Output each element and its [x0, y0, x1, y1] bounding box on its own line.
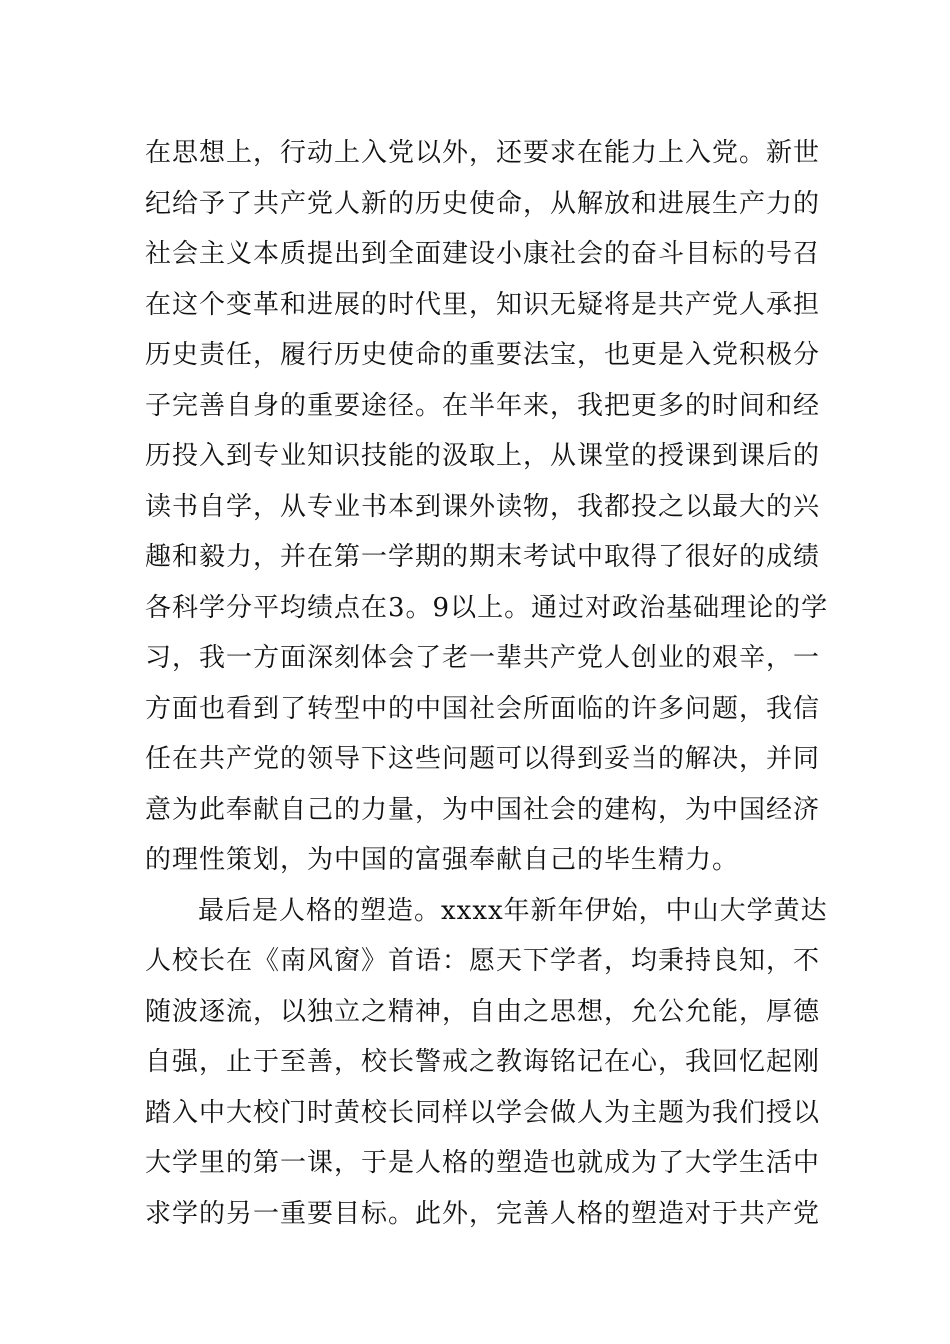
paragraph-end-line: 的理性策划，为中国的富强奉献自己的毕生精力。 — [145, 845, 740, 875]
text-line: 随波逐流，以独立之精神，自由之思想，允公允能，厚德 — [145, 996, 821, 1027]
text-line: 大学里的第一课，于是人格的塑造也就成为了大学生活中 — [145, 1148, 821, 1178]
text-line: 习，我一方面深刻体会了老一辈共产党人创业的艰辛，一 — [145, 643, 821, 673]
paragraph-start-line: 最后是人格的塑造。xxxx年新年伊始，中山大学黄达 — [198, 895, 828, 926]
text-line: 自强，止于至善，校长警戒之教诲铭记在心，我回忆起刚 — [145, 1047, 821, 1077]
text-line: 趣和毅力，并在第一学期的期末考试中取得了很好的成绩 — [145, 542, 821, 572]
text-line: 各科学分平均绩点在3。9以上。通过对政治基础理论的学 — [145, 592, 829, 623]
text-line: 读书自学，从专业书本到课外读物，我都投之以最大的兴 — [145, 491, 821, 522]
text-line: 历投入到专业知识技能的汲取上，从课堂的授课到课后的 — [145, 441, 821, 471]
text-line: 方面也看到了转型中的中国社会所面临的许多问题，我信 — [145, 693, 821, 724]
text-line: 在这个变革和进展的时代里，知识无疑将是共产党人承担 — [145, 289, 821, 320]
text-line: 求学的另一重要目标。此外，完善人格的塑造对于共产党 — [145, 1198, 821, 1229]
text-line: 社会主义本质提出到全面建设小康社会的奋斗目标的号召 — [145, 239, 821, 269]
text-line: 子完善自身的重要途径。在半年来，我把更多的时间和经 — [145, 390, 821, 421]
text-line: 任在共产党的领导下这些问题可以得到妥当的解决，并同 — [145, 744, 821, 774]
text-line: 纪给予了共产党人新的历史使命，从解放和进展生产力的 — [145, 188, 821, 219]
text-line: 踏入中大校门时黄校长同样以学会做人为主题为我们授以 — [145, 1097, 821, 1128]
text-line: 在思想上，行动上入党以外，还要求在能力上入党。新世 — [145, 138, 821, 168]
text-line: 历史责任，履行历史使命的重要法宝，也更是入党积极分 — [145, 340, 821, 370]
text-line: 人校长在《南风窗》首语：愿天下学者，均秉持良知，不 — [145, 946, 821, 976]
body-text — [145, 128, 829, 1239]
text-line: 意为此奉献自己的力量，为中国社会的建构，为中国经济 — [145, 794, 821, 825]
